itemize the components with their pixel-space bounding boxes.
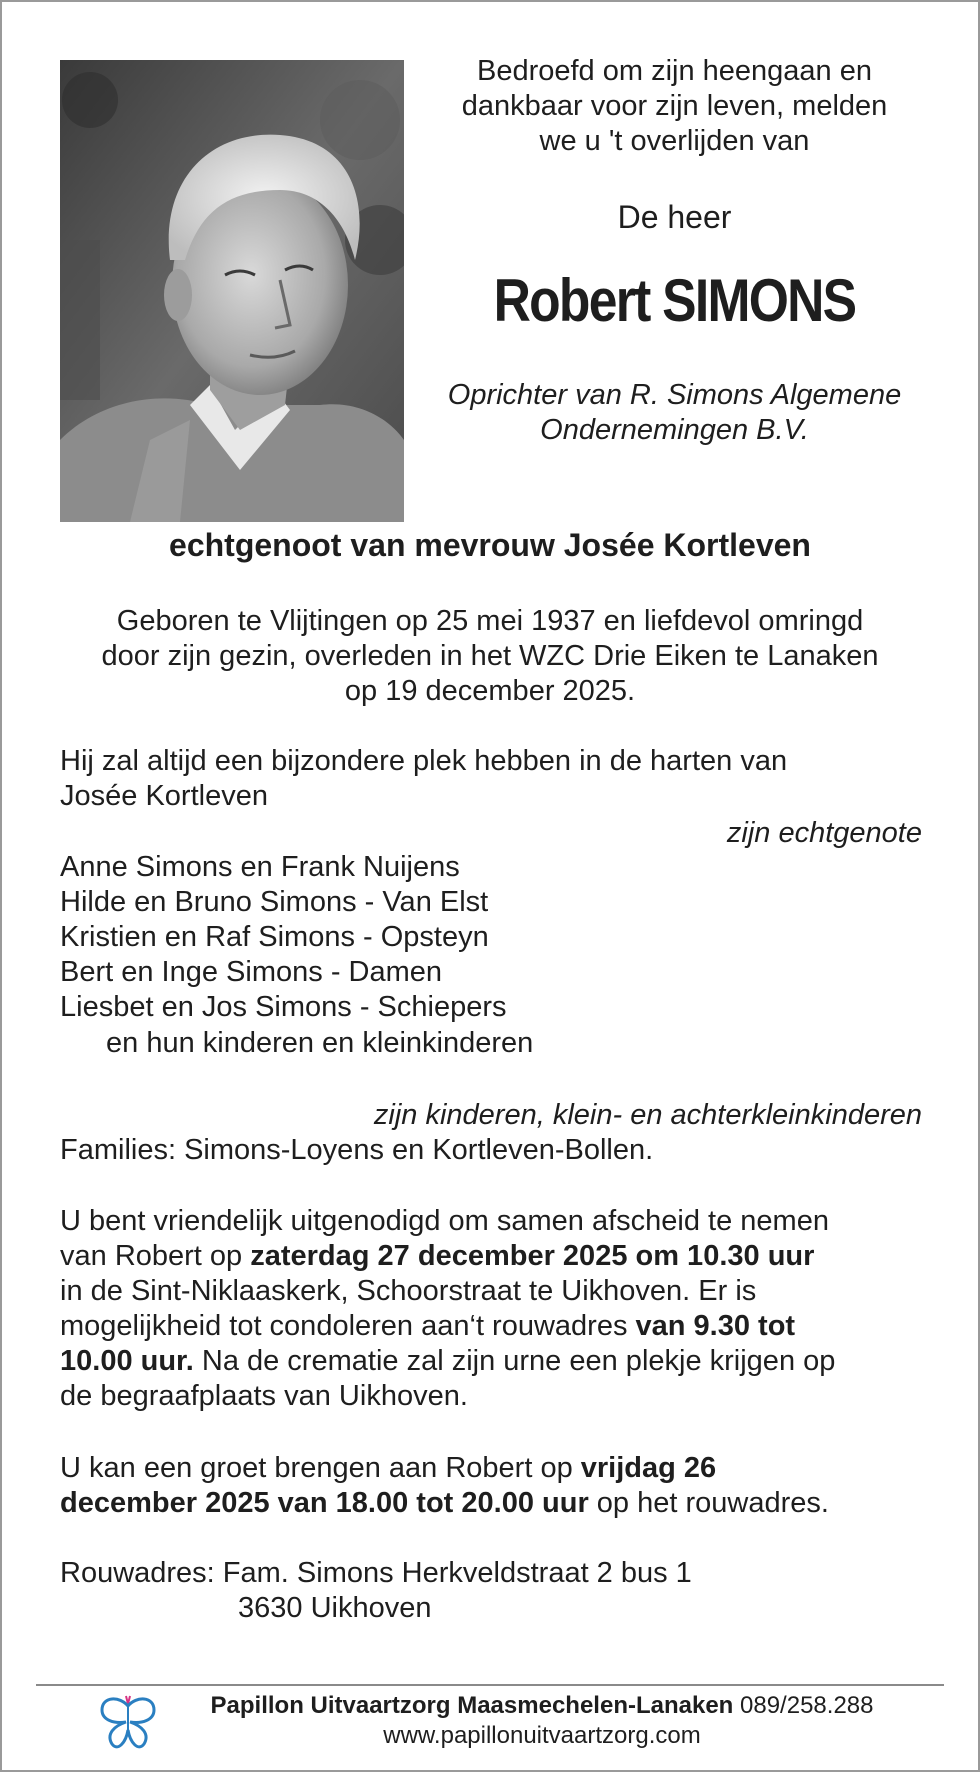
deceased-role <box>432 378 917 448</box>
company-phone: 089/258.288 <box>740 1692 874 1719</box>
butterfly-icon <box>96 1690 160 1754</box>
list-item: Kristien en Raf Simons - Opsteyn <box>60 921 489 953</box>
salutation: De heer <box>617 199 732 235</box>
portrait-photo <box>60 60 404 522</box>
visit-text-span: U kan een groet brengen aan Robert op <box>60 1452 581 1484</box>
visit-time: december 2025 van 18.00 tot 20.00 uur <box>60 1487 589 1519</box>
visit-line <box>60 1451 940 1486</box>
list-item: Liesbet en Jos Simons - Schiepers <box>60 991 507 1023</box>
families-line: Families: Simons-Loyens en Kortleven-Bollen. <box>60 1134 654 1166</box>
ceremony-datetime: zaterdag 27 december 2025 om 10.30 uur <box>250 1240 815 1272</box>
footer-divider <box>36 1684 944 1686</box>
children-role: zijn kinderen, klein- en achterkleinkinderen <box>373 1099 922 1131</box>
invitation-text-span: van Robert op <box>60 1240 251 1272</box>
grandchildren-line: en hun kinderen en kleinkinderen <box>106 1027 534 1059</box>
invitation-text-span: mogelijkheid tot condoleren aan‘t rouwadres <box>60 1310 636 1342</box>
invitation-text-span: Na de crematie zal zijn urne een plekje krijgen op <box>193 1345 836 1377</box>
condolence-time-end: 10.00 uur. <box>60 1345 194 1377</box>
address-line: Rouwadres: Fam. Simons Herkveldstraat 2 bus 1 <box>60 1557 692 1589</box>
role-line: Ondernemingen B.V. <box>540 414 809 446</box>
intro-text <box>432 54 917 159</box>
heart-line: Hij zal altijd een bijzondere plek hebben in de harten van <box>60 745 788 777</box>
address-postal: 3630 Uikhoven <box>238 1592 432 1624</box>
list-item: Bert en Inge Simons - Damen <box>60 956 443 988</box>
invitation-text <box>60 1204 940 1414</box>
birth-line: op 19 december 2025. <box>344 675 636 707</box>
portrait-image <box>60 60 404 522</box>
invitation-line: in de Sint-Niklaaskerk, Schoorstraat te Uikhoven. Er is <box>60 1275 757 1307</box>
company-website: www.papillonuitvaartzorg.com <box>383 1722 701 1749</box>
invitation-line <box>60 1309 940 1344</box>
visit-line <box>60 1486 940 1521</box>
spouse-heading: echtgenoot van mevrouw Josée Kortleven <box>169 527 811 563</box>
spouse-name: Josée Kortleven <box>60 780 268 812</box>
invitation-line <box>60 1344 940 1379</box>
company-name: Papillon Uitvaartzorg Maasmechelen-Lanaken <box>210 1692 734 1719</box>
invitation-line: de begraafplaats van Uikhoven. <box>60 1380 468 1412</box>
role-line: Oprichter van R. Simons Algemene <box>447 379 902 411</box>
birth-death-text <box>60 604 920 709</box>
intro-line: we u 't overlijden van <box>539 125 810 157</box>
condolence-time-start: van 9.30 tot <box>635 1310 796 1342</box>
footer-company <box>172 1691 912 1721</box>
deceased-name: Robert SIMONS <box>493 267 856 334</box>
children-list <box>60 850 940 1025</box>
list-item: Hilde en Bruno Simons - Van Elst <box>60 886 489 918</box>
list-item: Anne Simons en Frank Nuijens <box>60 851 460 883</box>
birth-line: Geboren te Vlijtingen op 25 mei 1937 en liefdevol omringd <box>116 605 864 637</box>
visit-text <box>60 1451 940 1521</box>
visit-text-span: op het rouwadres. <box>588 1487 829 1519</box>
visit-date: vrijdag 26 <box>580 1452 717 1484</box>
spouse-role: zijn echtgenote <box>726 817 922 849</box>
birth-line: door zijn gezin, overleden in het WZC Drie Eiken te Lanaken <box>101 640 879 672</box>
intro-line: Bedroefd om zijn heengaan en <box>476 55 872 87</box>
invitation-line <box>60 1239 940 1274</box>
invitation-line: U bent vriendelijk uitgenodigd om samen afscheid te nemen <box>60 1205 829 1237</box>
intro-line: dankbaar voor zijn leven, melden <box>461 90 888 122</box>
